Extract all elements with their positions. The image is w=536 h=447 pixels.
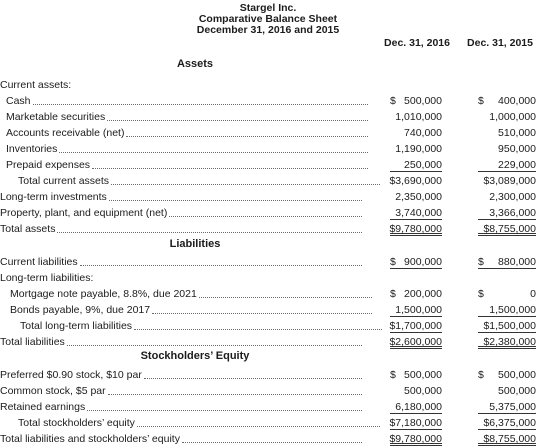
table-row [0, 415, 536, 431]
row-label [0, 367, 368, 383]
amount: 2,300,000 [489, 191, 536, 203]
dot-leader [59, 152, 368, 153]
row-label-text: Inventories [6, 143, 58, 155]
value-2015 [478, 221, 536, 236]
row-label [0, 125, 374, 141]
table-row [0, 367, 536, 383]
currency-symbol: $ [390, 288, 396, 300]
dot-leader [111, 184, 380, 185]
value-2015 [478, 254, 536, 269]
value-2016 [390, 367, 442, 382]
currency-symbol: $ [390, 256, 396, 268]
row-label [0, 221, 368, 237]
value-2015 [478, 205, 536, 220]
table-row [0, 109, 536, 125]
value-2015 [478, 431, 536, 446]
row-label-text: Common stock, $5 par [0, 385, 106, 397]
column-header-2016: Dec. 31, 2016 [384, 37, 450, 49]
value-2016 [390, 93, 442, 108]
value-2016 [390, 286, 442, 301]
value-2015 [478, 399, 536, 414]
row-label-text: Cash [6, 95, 31, 107]
row-label [0, 302, 378, 318]
row-label [0, 399, 368, 415]
amount: $1,700,000 [389, 320, 442, 332]
amount: 1,190,000 [395, 143, 442, 155]
value-2015 [478, 125, 536, 140]
row-label-text: Marketable securities [6, 111, 106, 123]
row-label-text: Retained earnings [0, 401, 86, 413]
row-label [0, 93, 374, 109]
row-label [0, 205, 368, 221]
table-row [0, 221, 536, 237]
value-2016 [390, 173, 442, 188]
value-2015 [478, 318, 536, 333]
value-2016 [390, 157, 442, 172]
amount: $7,180,000 [389, 417, 442, 429]
row-label-text: Total long-term liabilities [20, 320, 133, 332]
row-label [0, 415, 386, 431]
section-equity: Stockholders’ Equity [140, 350, 250, 362]
dot-leader [33, 104, 368, 105]
dot-leader [144, 378, 362, 379]
value-2016 [390, 254, 442, 269]
company-name: Stargel Inc. [239, 2, 297, 14]
amount: 950,000 [498, 143, 536, 155]
value-2015 [478, 189, 536, 204]
row-label [0, 431, 368, 447]
amount: 1,010,000 [395, 111, 442, 123]
row-label [0, 286, 378, 302]
row-label [0, 77, 368, 93]
dot-leader [92, 168, 368, 169]
value-2016 [390, 383, 442, 398]
table-row [0, 77, 536, 93]
row-label-text: Preferred $0.90 stock, $10 par [0, 369, 142, 381]
table-row [0, 157, 536, 173]
amount: 5,375,000 [489, 401, 536, 413]
table-row [0, 141, 536, 157]
row-label-text: Long-term liabilities: [0, 272, 94, 284]
amount: 740,000 [404, 127, 442, 139]
table-row [0, 302, 536, 318]
value-2015 [478, 141, 536, 156]
value-2016 [390, 334, 442, 349]
statement-title: Comparative Balance Sheet [198, 13, 338, 25]
value-2016 [390, 415, 442, 430]
dot-leader [108, 394, 362, 395]
dot-leader [152, 313, 372, 314]
currency-symbol: $ [478, 369, 484, 381]
value-2015 [478, 173, 536, 188]
dot-leader [57, 232, 362, 233]
amount: $2,380,000 [483, 336, 536, 348]
currency-symbol: $ [390, 369, 396, 381]
value-2015 [478, 334, 536, 349]
dot-leader [182, 442, 362, 443]
row-label [0, 383, 368, 399]
row-label-text: Total liabilities and stockholders’ equity [0, 433, 180, 445]
dot-leader [87, 410, 362, 411]
table-row [0, 93, 536, 109]
amount: 0 [530, 288, 536, 300]
amount: 500,000 [404, 385, 442, 397]
row-label-text: Current liabilities [0, 256, 78, 268]
row-label-text: Total current assets [18, 175, 110, 187]
row-label [0, 173, 386, 189]
row-label-text: Property, plant, and equipment (net) [0, 207, 168, 219]
amount: 500,000 [498, 385, 536, 397]
table-row [0, 254, 536, 270]
amount: $1,500,000 [483, 320, 536, 332]
dot-leader [199, 297, 372, 298]
table-row [0, 173, 536, 189]
table-row [0, 334, 536, 350]
dot-leader [67, 345, 362, 346]
row-label-text: Total liabilities [0, 336, 65, 348]
table-row [0, 205, 536, 221]
value-2016 [390, 431, 442, 446]
row-label [0, 318, 388, 334]
amount: 400,000 [498, 95, 536, 107]
table-row [0, 270, 536, 286]
amount: 200,000 [404, 288, 442, 300]
amount: 510,000 [498, 127, 536, 139]
amount: $9,780,000 [389, 223, 442, 235]
table-row [0, 189, 536, 205]
row-label [0, 109, 374, 125]
row-label [0, 270, 368, 286]
table-row [0, 125, 536, 141]
amount: 1,500,000 [395, 304, 442, 316]
amount: 900,000 [404, 256, 442, 268]
section-assets: Assets [176, 58, 214, 70]
currency-symbol: $ [478, 95, 484, 107]
value-2015 [478, 109, 536, 124]
table-row [0, 383, 536, 399]
value-2016 [390, 109, 442, 124]
value-2015 [478, 367, 536, 382]
amount: 3,740,000 [395, 207, 442, 219]
amount: 250,000 [404, 159, 442, 171]
value-2015 [478, 415, 536, 430]
dot-leader [107, 120, 368, 121]
currency-symbol: $ [390, 95, 396, 107]
column-header-2015: Dec. 31, 2015 [467, 37, 533, 49]
amount: 880,000 [498, 256, 536, 268]
amount: $9,780,000 [389, 433, 442, 445]
table-row [0, 318, 536, 334]
row-label [0, 157, 374, 173]
amount: $8,755,000 [483, 223, 536, 235]
amount: 500,000 [404, 95, 442, 107]
row-label [0, 141, 374, 157]
value-2016 [390, 221, 442, 236]
row-label [0, 334, 368, 350]
value-2016 [390, 399, 442, 414]
dot-leader [137, 426, 380, 427]
dot-leader [80, 265, 362, 266]
amount: 500,000 [498, 369, 536, 381]
value-2015 [478, 93, 536, 108]
value-2016 [390, 318, 442, 333]
value-2015 [478, 286, 536, 301]
amount: $6,375,000 [483, 417, 536, 429]
value-2015 [478, 157, 536, 172]
value-2016 [390, 205, 442, 220]
amount: 229,000 [498, 159, 536, 171]
dot-leader [169, 216, 362, 217]
value-2016 [390, 141, 442, 156]
row-label-text: Current assets: [0, 79, 72, 91]
amount: $8,755,000 [483, 433, 536, 445]
amount: $2,600,000 [389, 336, 442, 348]
row-label-text: Total stockholders’ equity [18, 417, 135, 429]
amount: 6,180,000 [395, 401, 442, 413]
row-label-text: Total assets [0, 223, 56, 235]
section-liabilities: Liabilities [169, 238, 221, 250]
row-label [0, 189, 368, 205]
amount: 1,000,000 [489, 111, 536, 123]
row-label-text: Long-term investments [0, 191, 107, 203]
table-row [0, 431, 536, 447]
row-label-text: Accounts receivable (net) [6, 127, 125, 139]
amount: 2,350,000 [395, 191, 442, 203]
amount: $3,089,000 [483, 175, 536, 187]
dot-leader [109, 200, 362, 201]
value-2016 [390, 302, 442, 317]
amount: 3,366,000 [489, 207, 536, 219]
value-2015 [478, 383, 536, 398]
row-label-text: Bonds payable, 9%, due 2017 [10, 304, 151, 316]
value-2016 [390, 189, 442, 204]
row-label [0, 254, 368, 270]
amount: 1,500,000 [489, 304, 536, 316]
table-row [0, 286, 536, 302]
currency-symbol: $ [478, 256, 484, 268]
value-2016 [390, 125, 442, 140]
dot-leader [126, 136, 368, 137]
row-label-text: Mortgage note payable, 8.8%, due 2021 [10, 288, 197, 300]
currency-symbol: $ [478, 288, 484, 300]
table-row [0, 399, 536, 415]
dot-leader [134, 329, 382, 330]
amount: 500,000 [404, 369, 442, 381]
amount: $3,690,000 [389, 175, 442, 187]
statement-date: December 31, 2016 and 2015 [196, 24, 340, 36]
row-label-text: Prepaid expenses [6, 159, 91, 171]
value-2015 [478, 302, 536, 317]
